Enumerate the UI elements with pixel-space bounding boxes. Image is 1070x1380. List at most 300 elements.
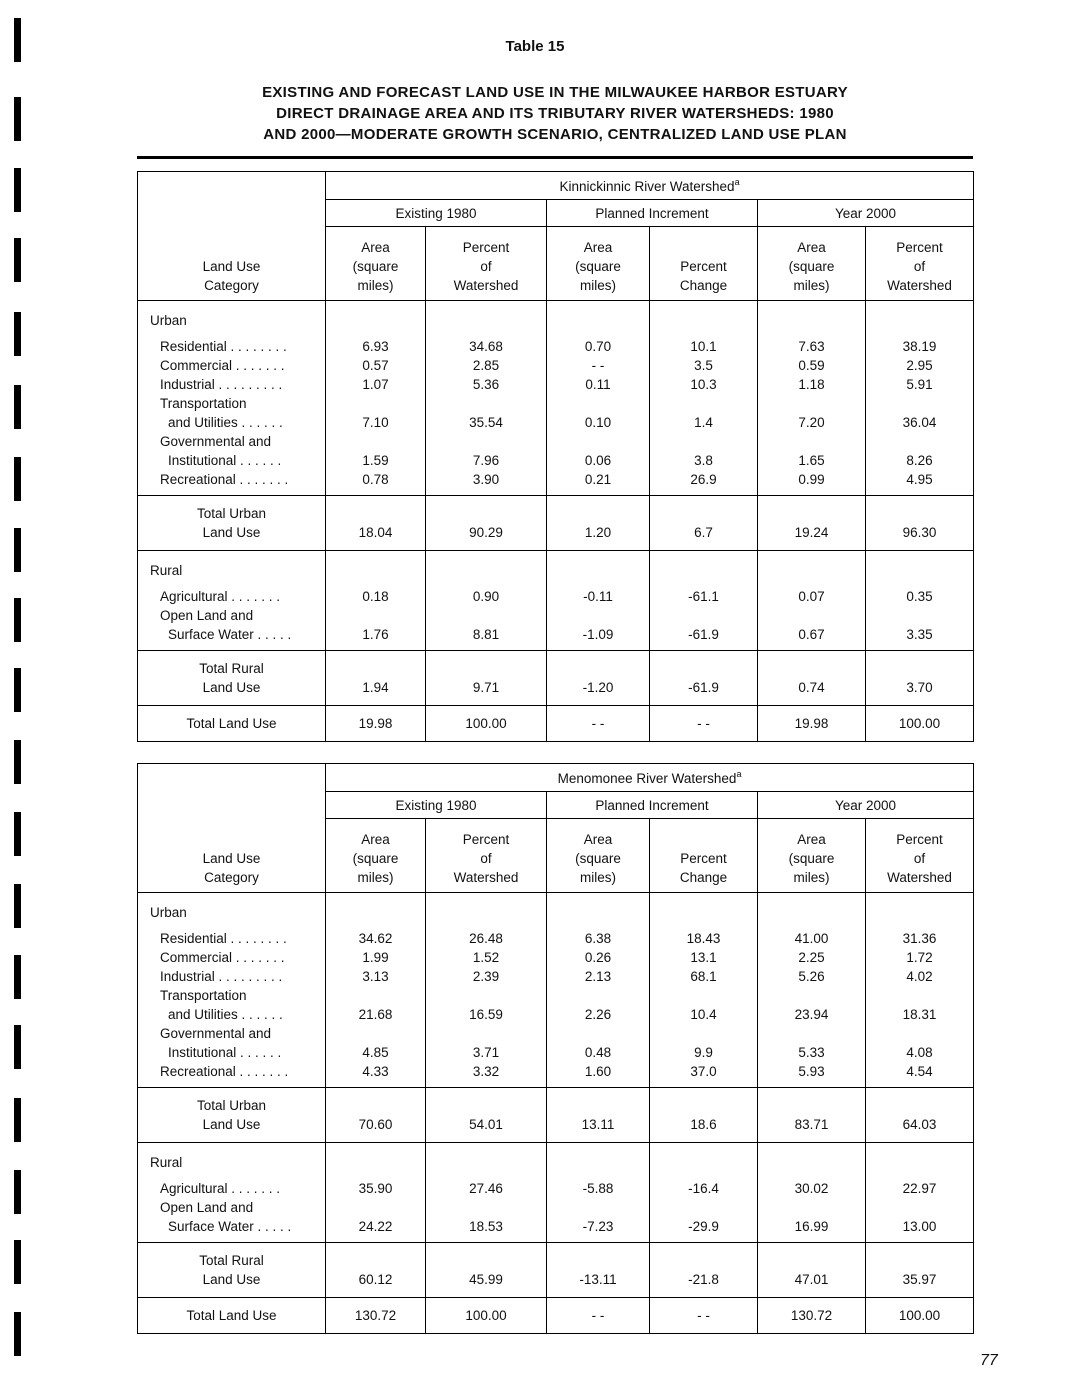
- column-header: [758, 819, 866, 893]
- table-cell: 100.00: [866, 706, 974, 742]
- table-cell: -7.23: [582, 1219, 614, 1234]
- table-cell: 8.26: [906, 453, 933, 468]
- table-cell: 0.26: [584, 950, 612, 965]
- column-header: [426, 227, 547, 301]
- table-cell: 10.1: [690, 339, 717, 354]
- category-label: Institutional . . . . . .: [168, 1045, 282, 1060]
- table-cell: 2.39: [472, 969, 500, 984]
- total-label: [138, 1088, 326, 1143]
- table-cell: -16.4: [688, 1181, 719, 1196]
- table-cell: 0.07: [798, 589, 825, 604]
- table-cell: 0.21: [584, 472, 612, 487]
- table-cell: 3.71: [472, 1045, 500, 1060]
- table-cell: 37.0: [690, 1064, 717, 1079]
- title-line: AND 2000—MODERATE GROWTH SCENARIO, CENTRALIZED LAND USE PLAN: [263, 126, 847, 143]
- column-header: [547, 227, 650, 301]
- column-header-line: (square: [352, 259, 399, 274]
- spacer: [426, 986, 546, 1005]
- spacer: [326, 1198, 425, 1217]
- table-cell: 4.08: [906, 1045, 933, 1060]
- rural-group: [138, 551, 974, 651]
- value-column: [326, 301, 426, 496]
- spacer: [426, 432, 546, 451]
- column-header-line: Watershed: [453, 870, 519, 885]
- spacer: [326, 561, 425, 580]
- table-cell: -0.11: [583, 589, 613, 604]
- title-rule: [137, 156, 973, 159]
- category-header-line: Category: [204, 870, 259, 885]
- spacer: [426, 311, 546, 330]
- column-header-line: Area: [361, 832, 390, 847]
- table-cell: 4.95: [906, 472, 933, 487]
- spacer: [547, 1198, 649, 1217]
- binding-hole-mark: [14, 812, 21, 856]
- column-header: [426, 819, 547, 893]
- spacer: [866, 1198, 973, 1217]
- spacer: [326, 1153, 425, 1172]
- table-cell: 19.98: [326, 706, 426, 742]
- value-column: [866, 1143, 974, 1243]
- value-column: [326, 551, 426, 651]
- column-header-line: Area: [583, 832, 613, 847]
- table-cell: 5.91: [906, 377, 933, 392]
- table-cell: 0.35: [906, 589, 933, 604]
- category-label: Transportation: [160, 396, 247, 411]
- table-cell: 60.12: [326, 1243, 426, 1298]
- spacer: [326, 432, 425, 451]
- total-label: [138, 1243, 326, 1298]
- table-cell: 6.38: [584, 931, 612, 946]
- spacer: [758, 432, 865, 451]
- total-urban-row: [138, 496, 974, 551]
- total-label-line: Land Use: [202, 525, 261, 540]
- column-header-line: Change: [679, 278, 728, 293]
- spacer: [426, 1198, 546, 1217]
- table-cell: 70.60: [326, 1088, 426, 1143]
- spacer: [326, 394, 425, 413]
- value-column: [547, 1143, 650, 1243]
- table-cell: 21.68: [358, 1007, 393, 1022]
- table-cell: 5.36: [472, 377, 500, 392]
- table-cell: 8.81: [472, 627, 500, 642]
- watershed-name: Menomonee River Watershed: [557, 771, 737, 786]
- category-label: Surface Water . . . . .: [168, 1219, 292, 1234]
- group-header: Planned Increment: [547, 792, 758, 819]
- spacer: [866, 606, 973, 625]
- column-header-line: (square: [352, 851, 399, 866]
- table-cell: 4.54: [906, 1064, 933, 1079]
- total-rural-row: [138, 1243, 974, 1298]
- value-column: [758, 301, 866, 496]
- land-use-table: [137, 171, 974, 742]
- watershed-header: [326, 764, 974, 792]
- group-title: Urban: [150, 313, 187, 328]
- column-header-line: of: [480, 851, 492, 866]
- spacer: [758, 1153, 865, 1172]
- value-column: [426, 301, 547, 496]
- column-header-line: Percent: [680, 259, 727, 274]
- category-label: Open Land and: [160, 1200, 254, 1215]
- spacer: [866, 432, 973, 451]
- table-cell: 3.5: [694, 358, 713, 373]
- spacer: [547, 986, 649, 1005]
- spacer: [758, 606, 865, 625]
- column-header-line: of: [480, 259, 492, 274]
- table-cell: 35.90: [358, 1181, 393, 1196]
- table-cell: 4.02: [906, 969, 933, 984]
- urban-group: [138, 893, 974, 1088]
- value-column: [426, 551, 547, 651]
- column-header-line: of: [913, 259, 926, 274]
- value-column: [650, 893, 758, 1088]
- category-header-line: Land Use: [202, 259, 261, 274]
- table-cell: 7.63: [798, 339, 825, 354]
- table-cell: 0.99: [798, 472, 825, 487]
- value-column: [426, 1143, 547, 1243]
- value-column: [326, 893, 426, 1088]
- table-cell: 1.59: [362, 453, 389, 468]
- column-header-line: (square: [788, 259, 835, 274]
- category-header-line: Category: [204, 278, 259, 293]
- spacer: [650, 986, 757, 1005]
- column-header-line: Watershed: [887, 278, 952, 293]
- spacer: [326, 1024, 425, 1043]
- category-label: Recreational . . . . . . .: [160, 472, 289, 487]
- spacer: [426, 561, 546, 580]
- table-cell: 47.01: [758, 1243, 866, 1298]
- table-cell: -1.20: [547, 651, 650, 706]
- binding-hole-mark: [14, 238, 21, 282]
- value-column: [758, 551, 866, 651]
- spacer: [326, 311, 425, 330]
- category-label: Agricultural . . . . . . .: [160, 589, 281, 604]
- category-label: Residential . . . . . . . .: [160, 339, 287, 354]
- total-label-line: Total Urban: [196, 1098, 267, 1113]
- binding-hole-mark: [14, 598, 21, 642]
- group-header: Year 2000: [758, 200, 974, 227]
- table-cell: - -: [547, 706, 650, 742]
- total-land-use-row: [138, 706, 974, 742]
- category-header-line: Land Use: [202, 851, 261, 866]
- total-label-line: Land Use: [202, 1117, 261, 1132]
- table-cell: 64.03: [866, 1088, 974, 1143]
- column-header-line: (square: [575, 851, 621, 866]
- table-cell: 13.1: [690, 950, 717, 965]
- table-cell: 0.78: [362, 472, 389, 487]
- table-cell: 54.01: [426, 1088, 547, 1143]
- table-cell: 1.52: [472, 950, 500, 965]
- table-cell: 18.6: [650, 1088, 758, 1143]
- group-title: Rural: [150, 563, 183, 578]
- table-cell: - -: [591, 358, 605, 373]
- category-label: Governmental and: [160, 434, 272, 449]
- spacer: [866, 394, 973, 413]
- spacer: [758, 986, 865, 1005]
- table-cell: 5.26: [798, 969, 825, 984]
- table-cell: 0.74: [758, 651, 866, 706]
- table-cell: 0.11: [585, 377, 611, 392]
- binding-hole-mark: [14, 1312, 21, 1356]
- category-label: Governmental and: [160, 1026, 272, 1041]
- category-label: Open Land and: [160, 608, 254, 623]
- spacer: [650, 1153, 757, 1172]
- column-header-line: miles): [357, 870, 394, 885]
- table-cell: -5.88: [582, 1181, 614, 1196]
- binding-hole-mark: [14, 1240, 21, 1284]
- table-cell: 3.70: [866, 651, 974, 706]
- total-label-line: Land Use: [202, 680, 261, 695]
- spacer: [426, 903, 546, 922]
- footnote-mark: a: [736, 769, 742, 779]
- spacer: [547, 903, 649, 922]
- column-header-line: miles): [580, 278, 616, 293]
- spacer: [650, 1024, 757, 1043]
- table-cell: 7.20: [798, 415, 825, 430]
- watershed-name: Kinnickinnic River Watershed: [559, 179, 735, 194]
- spacer: [758, 394, 865, 413]
- binding-hole-mark: [14, 1025, 21, 1069]
- table-cell: -1.09: [582, 627, 614, 642]
- binding-hole-mark: [14, 168, 21, 212]
- total-label-line: Total Urban: [196, 506, 267, 521]
- table-cell: 2.25: [798, 950, 825, 965]
- watershed-header: [326, 172, 974, 200]
- spacer: [758, 1198, 865, 1217]
- value-column: [866, 301, 974, 496]
- spacer: [650, 561, 757, 580]
- spacer: [650, 903, 757, 922]
- spacer: [866, 986, 973, 1005]
- column-header-line: Percent: [462, 240, 510, 255]
- table-cell: 90.29: [426, 496, 547, 551]
- column-header: [650, 819, 758, 893]
- table-cell: 18.43: [686, 931, 721, 946]
- table-cell: -61.1: [688, 589, 719, 604]
- table-cell: 18.53: [469, 1219, 503, 1234]
- category-label: Recreational . . . . . . .: [160, 1064, 289, 1079]
- spacer: [426, 1153, 546, 1172]
- table-cell: 130.72: [758, 1298, 866, 1334]
- table-cell: 2.95: [906, 358, 933, 373]
- table-cell: 6.93: [362, 339, 389, 354]
- column-header-line: (square: [788, 851, 835, 866]
- table-cell: -21.8: [650, 1243, 758, 1298]
- table-number: Table 15: [505, 38, 565, 55]
- category-label: Industrial . . . . . . . . .: [160, 969, 283, 984]
- group-title: Rural: [150, 1155, 183, 1170]
- binding-hole-mark: [14, 457, 21, 501]
- column-header-line: Area: [583, 240, 613, 255]
- spacer: [866, 1153, 973, 1172]
- table-cell: 35.54: [469, 415, 503, 430]
- land-use-table: [137, 763, 974, 1334]
- total-label-line: Total Land Use: [186, 1308, 277, 1323]
- table-cell: 1.60: [584, 1064, 612, 1079]
- column-header: [758, 227, 866, 301]
- table-cell: 83.71: [758, 1088, 866, 1143]
- total-label-line: Land Use: [202, 1272, 261, 1287]
- value-column: [547, 301, 650, 496]
- binding-hole-mark: [14, 884, 21, 928]
- table-cell: -13.11: [547, 1243, 650, 1298]
- table-cell: 22.97: [902, 1181, 937, 1196]
- table-cell: 24.22: [358, 1219, 393, 1234]
- table-cell: 0.70: [584, 339, 612, 354]
- table-cell: 96.30: [866, 496, 974, 551]
- table-cell: 16.59: [469, 1007, 503, 1022]
- table-cell: 34.62: [358, 931, 393, 946]
- binding-hole-mark: [14, 668, 21, 712]
- spacer: [426, 1024, 546, 1043]
- table-cell: 38.19: [902, 339, 937, 354]
- column-header-line: Percent: [462, 832, 510, 847]
- group-header: Existing 1980: [326, 792, 547, 819]
- row-labels: [138, 893, 326, 1088]
- total-urban-row: [138, 1088, 974, 1143]
- spacer: [866, 311, 973, 330]
- category-label: Surface Water . . . . .: [168, 627, 292, 642]
- table-cell: 0.90: [472, 589, 500, 604]
- table-cell: 0.18: [362, 589, 389, 604]
- category-header: [138, 764, 326, 893]
- spacer: [326, 606, 425, 625]
- value-column: [547, 893, 650, 1088]
- spacer: [758, 311, 865, 330]
- table-cell: 1.72: [906, 950, 933, 965]
- column-header: [650, 227, 758, 301]
- binding-hole-mark: [14, 1098, 21, 1142]
- column-header-line: Change: [679, 870, 728, 885]
- table-cell: 2.85: [472, 358, 500, 373]
- category-header: [138, 172, 326, 301]
- table-cell: 31.36: [902, 931, 937, 946]
- total-label-line: Total Rural: [199, 1253, 264, 1268]
- table-cell: 13.11: [547, 1088, 650, 1143]
- category-label: and Utilities . . . . . .: [168, 1007, 283, 1022]
- spacer: [866, 561, 973, 580]
- table-cell: -61.9: [650, 651, 758, 706]
- spacer: [758, 561, 865, 580]
- table-cell: 1.20: [547, 496, 650, 551]
- category-label: Transportation: [160, 988, 247, 1003]
- row-labels: [138, 1143, 326, 1243]
- group-header: Planned Increment: [547, 200, 758, 227]
- column-header-line: Area: [361, 240, 390, 255]
- table-cell: 45.99: [426, 1243, 547, 1298]
- table-cell: 18.31: [902, 1007, 937, 1022]
- table-cell: 1.65: [798, 453, 825, 468]
- table-cell: 0.48: [584, 1045, 612, 1060]
- spacer: [650, 394, 757, 413]
- spacer: [650, 606, 757, 625]
- table-cell: 68.1: [690, 969, 717, 984]
- spacer: [547, 606, 649, 625]
- category-label: Industrial . . . . . . . . .: [160, 377, 283, 392]
- table-cell: 4.85: [362, 1045, 389, 1060]
- column-header-line: Watershed: [887, 870, 952, 885]
- table-cell: -61.9: [688, 627, 719, 642]
- row-labels: [138, 551, 326, 651]
- table-cell: 4.33: [362, 1064, 389, 1079]
- value-column: [650, 301, 758, 496]
- category-label: Institutional . . . . . .: [168, 453, 282, 468]
- value-column: [650, 551, 758, 651]
- value-column: [866, 893, 974, 1088]
- spacer: [547, 394, 649, 413]
- column-header-line: miles): [793, 870, 830, 885]
- table-cell: -29.9: [688, 1219, 719, 1234]
- table-cell: 3.13: [362, 969, 389, 984]
- column-header-line: (square: [575, 259, 621, 274]
- total-label-line: Total Land Use: [186, 716, 277, 731]
- spacer: [547, 1024, 649, 1043]
- table-cell: 2.13: [584, 969, 612, 984]
- table-cell: 10.3: [690, 377, 717, 392]
- table-cell: 26.9: [690, 472, 717, 487]
- table-cell: 1.4: [694, 415, 713, 430]
- binding-hole-mark: [14, 955, 21, 999]
- table-cell: - -: [547, 1298, 650, 1334]
- table-cell: 41.00: [794, 931, 829, 946]
- table-cell: 3.90: [472, 472, 500, 487]
- table-cell: 1.07: [362, 377, 389, 392]
- spacer: [650, 1198, 757, 1217]
- table-cell: 19.24: [758, 496, 866, 551]
- table-cell: 3.32: [472, 1064, 500, 1079]
- column-header-line: Percent: [896, 240, 943, 255]
- spacer: [547, 311, 649, 330]
- table-cell: 16.99: [794, 1219, 829, 1234]
- total-label: [138, 1298, 326, 1334]
- table-cell: 3.35: [906, 627, 933, 642]
- footnote-mark: a: [734, 177, 740, 187]
- value-column: [758, 893, 866, 1088]
- table-cell: 26.48: [469, 931, 503, 946]
- table-cell: 100.00: [426, 1298, 547, 1334]
- value-column: [426, 893, 547, 1088]
- column-header-line: Percent: [680, 851, 727, 866]
- table-title: [137, 82, 973, 145]
- spacer: [758, 903, 865, 922]
- spacer: [426, 394, 546, 413]
- table-cell: 130.72: [326, 1298, 426, 1334]
- table-cell: 1.18: [798, 377, 825, 392]
- table-cell: 1.99: [362, 950, 389, 965]
- value-column: [650, 1143, 758, 1243]
- total-label: [138, 706, 326, 742]
- rural-group: [138, 1143, 974, 1243]
- total-land-use-row: [138, 1298, 974, 1334]
- group-title: Urban: [150, 905, 187, 920]
- column-header-line: miles): [357, 278, 394, 293]
- column-header-line: Watershed: [453, 278, 519, 293]
- table-cell: 5.33: [798, 1045, 825, 1060]
- table-cell: 100.00: [426, 706, 547, 742]
- table-cell: 3.8: [694, 453, 713, 468]
- spacer: [547, 561, 649, 580]
- spacer: [426, 606, 546, 625]
- total-label-line: Total Rural: [199, 661, 264, 676]
- table-cell: 0.67: [798, 627, 825, 642]
- table-cell: 1.76: [362, 627, 389, 642]
- column-header-line: Area: [797, 240, 826, 255]
- total-rural-row: [138, 651, 974, 706]
- total-label: [138, 651, 326, 706]
- total-label: [138, 496, 326, 551]
- table-cell: 6.7: [650, 496, 758, 551]
- table-cell: 27.46: [469, 1181, 503, 1196]
- table-cell: 0.57: [362, 358, 389, 373]
